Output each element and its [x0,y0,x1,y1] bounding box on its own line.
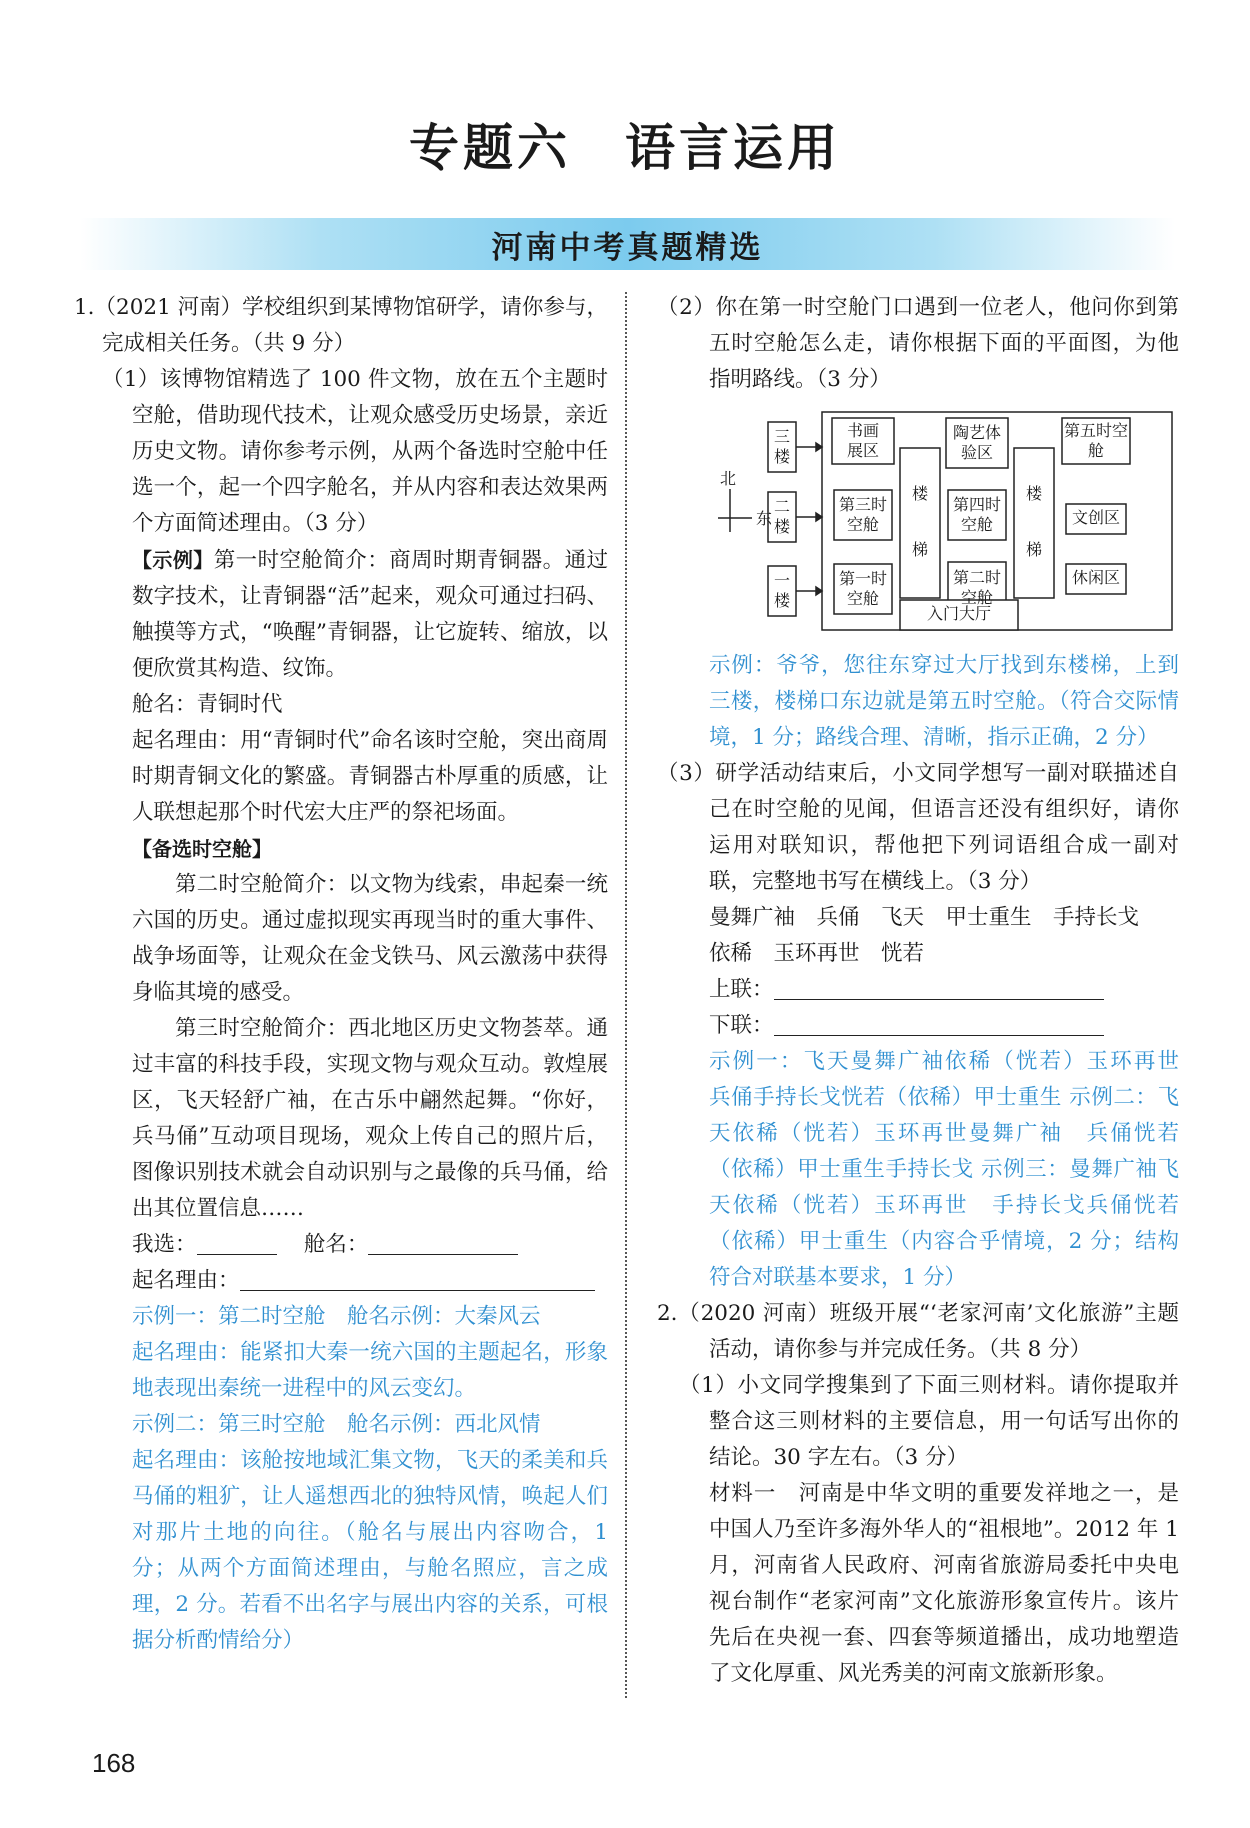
lower-label: 下联： [709,1013,774,1038]
q2-material-1: 材料一 河南是中华文明的重要发祥地之一，是中国人乃至许多海外华人的“祖根地”。2012 年 1 月，河南省人民政府、河南省旅游局委托中央电视台制作“老家河南”文化旅游形象宣传片。该片先后在央视一套、四套等频道播出，成功地塑造了文化厚重、风光秀美的河南文旅新形象。 [709,1481,1179,1686]
q1-s2-prompt: （2）你在第一时空舱门口遇到一位老人，他问你到第五时空舱怎么走，请你根据下面的平面图，为他指明路线。（3 分） [657,295,1179,392]
calligraphy-area: 书画展区 [846,421,879,460]
word-list-2: 依稀 玉环再世 恍若 [709,941,925,966]
cabin-1: 第一时空舱 [838,569,887,608]
banner-text: 河南中考真题精选 [491,230,764,266]
q1-answer-3: 示例二：第三时空舱 舱名示例：西北风情 [132,1412,541,1437]
creative-area: 文创区 [1071,508,1120,527]
floor-3: 三楼 [773,427,790,466]
choose-blank[interactable] [197,1228,277,1255]
upper-label: 上联： [709,977,774,1002]
page-title: 专题六 语言运用 [409,119,841,177]
q1-s3-prompt: （3）研学活动结束后，小文同学想写一副对联描述自己在时空舱的见闻，但语言还没有组织好，请你运用对联知识，帮他把下列词语组合成一副对联，完整地书写在横线上。（3 分） [657,761,1179,894]
cabin-5: 第五时空舱 [1064,421,1129,460]
q1-cabin-name: 舱名：青铜时代 [132,692,283,717]
lower-blank[interactable] [774,1009,1104,1036]
upper-line [657,972,1179,1008]
east-label: 东 [755,509,773,528]
page-number: 168 [92,1748,136,1778]
left-column [74,290,608,1659]
entrance-lobby: 入门大厅 [926,604,991,623]
reason-label: 起名理由： [132,1268,240,1293]
q1-answer-4: 起名理由：该舱按地域汇集文物，飞天的柔美和兵马俑的粗犷，让人遥想西北的独特风情，唤起人们对那片土地的向往。（舱名与展出内容吻合，1 分；从两个方面简述理由，与舱名照应，言之成理，2 分。若看不出名字与展出内容的关系，可根据分析酌情给分） [132,1448,608,1653]
pottery-area: 陶艺体验区 [952,423,1001,462]
q1-answer-1: 示例一：第二时空舱 舱名示例：大秦风云 [132,1304,541,1329]
q1-alt3: 第三时空舱简介：西北地区历史文物荟萃。通过丰富的科技手段，实现文物与观众互动。敦煌展区，飞天轻舒广袖，在古乐中翩然起舞。“你好，兵马俑”互动项目现场，观众上传自己的照片后，图像识别技术就会自动识别与之最像的兵马俑，给出其位置信息…… [132,1016,608,1221]
q1-reason: 起名理由：用“青铜时代”命名该时空舱，突出商周时期青铜文化的繁盛。青铜器古朴厚重的质感，让人联想起那个时代宏大庄严的祭祀场面。 [132,728,608,825]
cabin-4: 第四时空舱 [952,495,1001,534]
example-text: 第一时空舱简介：商周时期青铜器。通过数字技术，让青铜器“活”起来，观众可通过扫码、触摸等方式，“唤醒”青铜器，让它旋转、缩放，以便欣赏其构造、纹饰。 [132,548,608,681]
floor-2: 二楼 [773,497,790,536]
word-list-1: 曼舞广袖 兵俑 飞天 甲士重生 手持长戈 [709,905,1140,930]
west-stairs: 楼梯 [911,484,928,559]
choose-label: 我选： [132,1232,197,1257]
q1-s3-answer: 示例一：飞天曼舞广袖依稀（恍若）玉环再世 兵俑手持长戈恍若（依稀）甲士重生 示例二：飞天依稀（恍若）玉环再世曼舞广袖 兵俑恍若（依稀）甲士重生手持长戈 示例三：曼舞广袖飞天依稀（恍若）玉环再世 手持长戈兵俑恍若（依稀）甲士重生（内容合乎情境，2 分；结构符合对联基本要求，1 分） [709,1049,1201,1290]
lower-line [657,1008,1179,1044]
q2-s1-prompt: （1）小文同学搜集到了下面三则材料。请你提取并整合这三则材料的主要信息，用一句话写出你的结论。30 字左右。（3 分） [679,1373,1179,1470]
q1-answer-2: 起名理由：能紧扣大秦一统六国的主题起名，形象地表现出秦统一进程中的风云变幻。 [132,1340,608,1401]
name-blank[interactable] [368,1228,518,1255]
q2-head: 2.（2020 河南）班级开展“‘老家河南’文化旅游”主题活动，请你参与并完成任务。（共 8 分） [657,1301,1179,1362]
north-label: 北 [719,469,737,488]
q1-alt-tag: 【备选时空舱】 [132,837,272,861]
name-label: 舱名： [303,1232,369,1257]
leisure-area: 休闲区 [1071,568,1120,587]
q1-reason-line [74,1263,608,1299]
q1-s1-prompt: （1）该博物馆精选了 100 件文物，放在五个主题时空舱，借助现代技术，让观众感受历史场景，亲近历史文物。请你参考示例，从两个备选时空舱中任选一个，起一个四字舱名，并从内容和表达效果两个方面简述理由。（3 分） [102,367,608,536]
column-divider [625,292,627,1698]
q1-choose-line [74,1227,608,1263]
q1-s2-answer: 示例：爷爷，您往东穿过大厅找到东楼梯，上到三楼，楼梯口东边就是第五时空舱。（符合交际情境，1 分；路线合理、清晰，指示正确，2 分） [709,653,1179,750]
floor-1: 一楼 [773,571,790,610]
cabin-3: 第三时空舱 [838,495,887,534]
q1-example [74,542,608,687]
example-tag: 【示例】 [132,548,214,572]
q1-head: 1.（2021 河南）学校组织到某博物馆研学，请你参与，完成相关任务。（共 9 分） [74,295,608,356]
upper-blank[interactable] [774,973,1104,1000]
floor-plan-map [710,404,1180,634]
section-banner [80,218,1175,270]
q1-alt2: 第二时空舱简介：以文物为线索，串起秦一统六国的历史。通过虚拟现实再现当时的重大事件、战争场面等，让观众在金戈铁马、风云激荡中获得身临其境的感受。 [132,872,608,1005]
east-stairs: 楼梯 [1025,484,1042,559]
cabin-2: 第二时空舱 [952,568,1001,607]
reason-blank[interactable] [240,1264,595,1291]
